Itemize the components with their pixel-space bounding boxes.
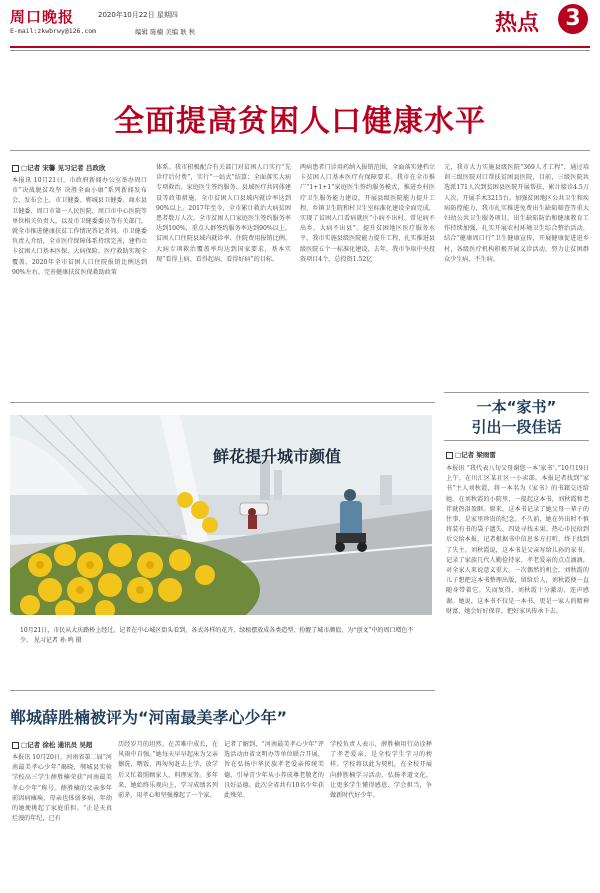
editor-credits: 编辑 陈楠 美编 耿 秋 (135, 28, 196, 36)
byline-box-icon (446, 452, 453, 459)
section-title: 热点 (495, 11, 540, 36)
headline-divider (10, 150, 590, 151)
issue-date: 2020年10月22日 星期四 (98, 11, 178, 19)
side-story-rule (444, 440, 589, 441)
main-headline: 全面提高贫困人口健康水平 (114, 104, 486, 139)
bottom-story-col2: 历经岁月的坦然。在苦难中成长，在风雨中自强。”她每天早早起床为父亲擦洗、喂饭，再匆匆赶去上学，放学后又忙着照顾家人、料理家务。多年来，她始终乐观向上，学习成绩名列前茅，用孝心和坚强撑起了一个家。 (118, 741, 218, 800)
masthead-rule (10, 46, 590, 48)
bottom-story-col1: 本报讯 10月20日，河南省第二届“河南最美孝心少年”揭晓，郸城县实验学校高三学生薛胜楠荣获“河南最美孝心少年”称号。薛胜楠的父亲多年前因病瘫痪，母亲也体弱多病，年幼的她便挑起了家庭重担。“正是天真烂漫的年纪，已有 (12, 754, 112, 823)
main-byline-text: □记者 宋馨 见习记者 吕政欣 (21, 164, 106, 172)
main-story-col2: 体系。我市积极配合有关部门对贫困人口实行“先诊疗后付费”，实行“一站式”结算；全面落实大病专项救治、家庭医生签约服务、县域医疗共同体建设等政策措施，全市贫困人口县域内就诊率达到90%以上。2017年至今，全市累计救治大病贫困患者数万人次。全市贫困人口家庭医生签约服务率达到100%，重点人群签约服务率达到90%以上。贫困人口住院县域内就诊率、住院费用报销比例、大病专项救治覆盖率均达到国家要求，基本实现“看得上病、看得起病、看得好病”的目标。 (156, 164, 291, 263)
side-headline-line2: 引出一段佳话 (471, 418, 562, 436)
side-story-top-rule (444, 392, 589, 393)
bottom-story-col4: 学校负责人表示，薛胜楠用行动诠释了孝老爱亲，是全校学生学习的榜样。学校将以此为契机，在全校开展向薛胜楠学习活动，弘扬孝道文化，让更多学生懂得感恩、学会担当，争做新时代好少年。 (330, 741, 432, 800)
bottom-story-col3: 记者了解到，“河南最美孝心少年”评选活动由省文明办等单位联合开展，旨在弘扬中华民族孝老爱亲传统美德，引导青少年从小养成尊老敬老的良好品德。此次全省共有10名少年获此殊荣。 (224, 741, 324, 800)
side-headline-line1: 一本“家书” (476, 398, 557, 416)
main-story-col3: 两病患者门诊用药纳入报销范围，全面落实建档立卡贫困人口基本医疗有保障要求。我市在全市推广“1+1+1”家庭医生签约服务模式，推进乡村医疗卫生服务能力建设，开展县级医院能力提升工程，乡镇卫生院和村卫生室标准化建设全面完成，实现了贫困人口看病就医“小病不出村、常见病不出乡、大病不出县”。提升贫困地区医疗服务水平，我市实施县级医院能力提升工程，扎实推进县级医院五个一标准化建设，去年，我市争取中央投资项目4个，总投资1.52亿 (300, 164, 435, 263)
masthead (10, 6, 590, 40)
main-story-col4: 元，我市大力实施县级医院“369人才工程”，通过培训三级医院对口帮扶贫困县医院，目前，三级医院共选派171人次到贫困县医院开展帮扶，累计接诊4.5万人次，开展手术3215台。加强贫困地区公共卫生和疾病防控能力，我市扎实推进免费出生缺陷筛查等重大妇幼公共卫生服务项目，出生缺陷防治和健康教育工作持续加强，扎实开展农村环境卫生综合整治活动，结合“健康周口行”卫生健康宣传，开展健康促进进乡村，各级医疗机构积极开展义诊活动，努力让贫困群众少生病、不生病。 (444, 164, 589, 263)
contact-email[interactable]: E-mail:zkwbrwy@126.com (10, 27, 97, 35)
newspaper-logo: 周口晚报 (10, 8, 75, 26)
section-divider (10, 402, 435, 403)
byline-box-icon (12, 165, 19, 172)
side-byline-text: □记者 梁雨雷 (455, 451, 496, 459)
side-byline (446, 450, 589, 459)
page-number-badge: 3 (558, 4, 588, 34)
bottom-story-rule (10, 690, 435, 691)
masthead-rule-thin (10, 50, 590, 51)
byline-box-icon (12, 742, 19, 749)
bottom-byline-text: □记者 徐松 通讯员 吴超 (21, 741, 93, 749)
bottom-byline (12, 740, 112, 749)
side-story-body: 本报讯 “我代表八旬父母谢您一本‘家书’。”10月19日上午，在川汇区某社区一小卖部，本报记者找到“家书”主人刘秋霞，将一本名为《家书》的书籍交还给她。在刘秋霞的小院里，一提起这本书，刘秋霞和老伴就热泪盈眶。原来，这本书记录了她父母一辈子的往事，是家里珍贵的纪念。不久前，她在外出时不慎将装有书的袋子遗失，四处寻找未果。热心市民拾到后交给本报，记者根据书中信息多方打听，终于找到了失主。刘秋霞说，这本书是父亲写给儿孙的家书，记录了家族几代人勤俭持家、孝老爱亲的点点滴滴，对全家人来说意义重大。一次偶然的机会，刘秋霞的儿子想把这本书整理出版，留给后人，刘秋霞便一直随身带着它。失而复得，刘秋霞十分激动，连声感谢。她说，这本书不仅是一本书，更是一家人的精神财富，她会好好保存，把好家风传承下去。 (446, 465, 589, 615)
side-story-headline (444, 397, 589, 437)
main-byline (12, 163, 147, 172)
main-story-col1: 本报讯 10月21日，市政府新闻办公室举办周口市“决战脱贫攻坚 决胜全面小康”系列新闻发布会，发布会上，市卫健委、郸城县卫健委、商水县卫健委、周口市第一人民医院、周口市中心医院等单位相关负责人，以及市卫健委委员等有关部门，就全市推进健康扶贫工作情况答记者问。市卫健委负责人介绍，全市医疗保障体系持续完善，建档立卡贫困人口基本医保、大病保险、医疗救助实现全覆盖，2020年全市贫困人口住院报销比例达到90%左右。完善健康扶贫医保救助政策 (12, 177, 147, 276)
photo-title: 鲜花提升城市颜值 (213, 447, 342, 466)
bottom-headline: 郸城薛胜楠被评为“河南最美孝心少年” (10, 708, 288, 727)
photo-caption: 10月21日，市民从大庆路桥上经过。记者在中心城区街头看到，各式各样的花卉、绿植摆放成各类造型，扮靓了城市颜值，为“创文”中的周口增色不少。 见习记者 孙 鸣 摄 (20, 627, 414, 644)
